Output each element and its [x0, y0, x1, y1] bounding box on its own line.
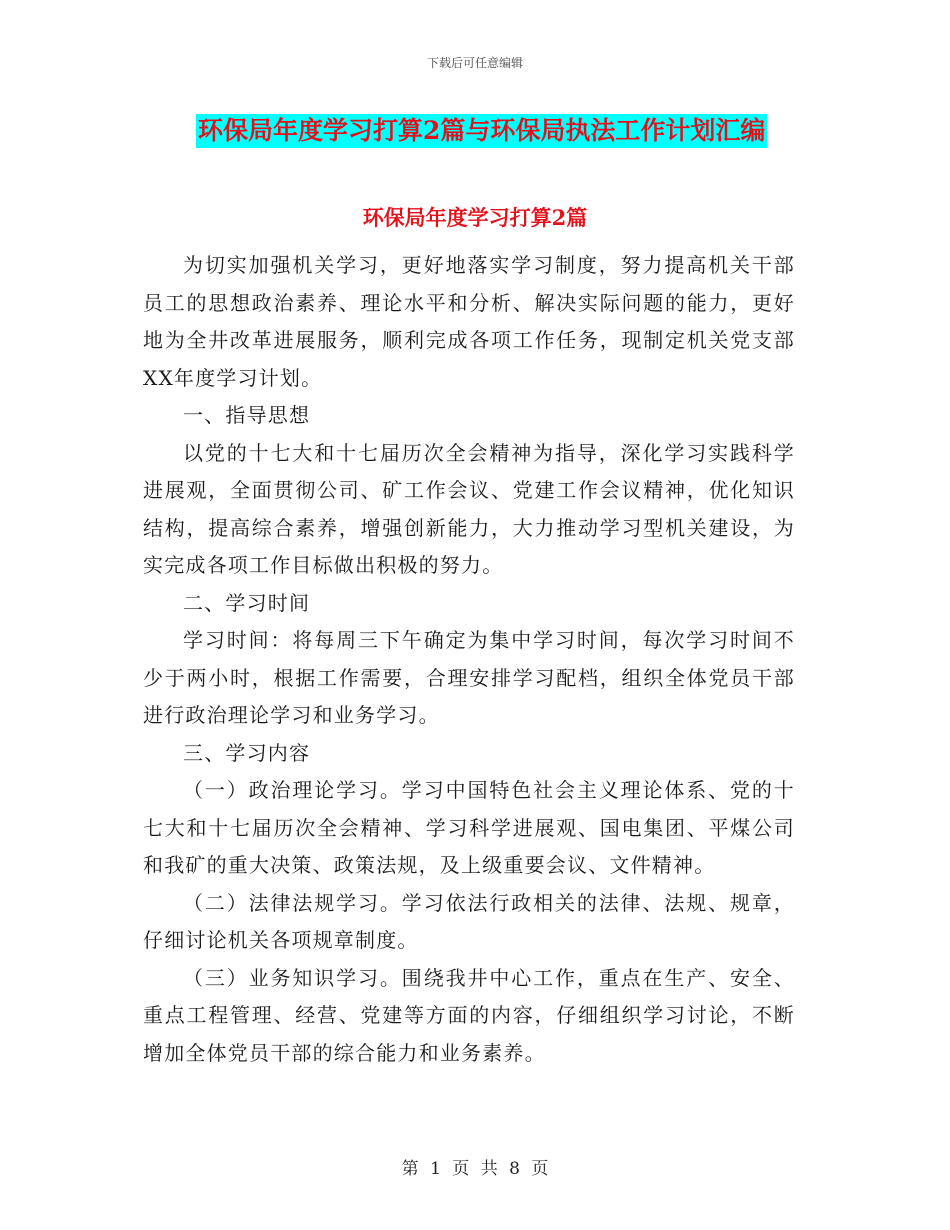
header-note: 下载后可任意编辑 [426, 56, 523, 70]
paragraph-business-knowledge: （三）业务知识学习。围绕我井中心工作，重点在生产、安全、重点工程管理、经营、党建等方面的内容，仔细组织学习讨论，不断增加全体党员干部的综合能力和业务素养。 [143, 965, 795, 1065]
paragraph-guiding-thought: 以党的十七大和十七届历次全会精神为指导，深化学习实践科学进展观，全面贯彻公司、矿工作会议、党建工作会议精神，优化知识结构，提高综合素养，增强创新能力，大力推动学习型机关建设，为实完成各项工作目标做出积极的努力。 [143, 440, 795, 577]
heading-study-content: 三、学习内容 [183, 740, 311, 765]
heading-study-time: 二、学习时间 [183, 590, 311, 615]
section-title: 环保局年度学习打算2篇 [362, 205, 588, 230]
page-footer: 第 1 页 共 8 页 [401, 1159, 549, 1179]
paragraph-laws-regulations: （二）法律法规学习。学习依法行政相关的法律、法规、规章，仔细讨论机关各项规章制度。 [143, 890, 795, 952]
document-body [143, 247, 795, 1072]
paragraph-political-theory: （一）政治理论学习。学习中国特色社会主义理论体系、党的十七大和十七届历次全会精神、学习科学进展观、国电集团、平煤公司和我矿的重大决策、政策法规，及上级重要会议、文件精神。 [143, 778, 795, 877]
document-main-title: 环保局年度学习打算2篇与环保局执法工作计划汇编 [196, 114, 767, 148]
paragraph-intro: 为切实加强机关学习，更好地落实学习制度，努力提高机关干部员工的思想政治素养、理论水平和分析、解决实际问题的能力，更好地为全井改革进展服务，顺利完成各项工作任务，现制定机关党支部XX年度学习计划。 [143, 253, 795, 390]
heading-guiding-thought: 一、指导思想 [183, 403, 311, 427]
paragraph-study-time: 学习时间：将每周三下午确定为集中学习时间，每次学习时间不少于两小时，根据工作需要，合理安排学习配档，组织全体党员干部进行政治理论学习和业务学习。 [143, 628, 795, 727]
